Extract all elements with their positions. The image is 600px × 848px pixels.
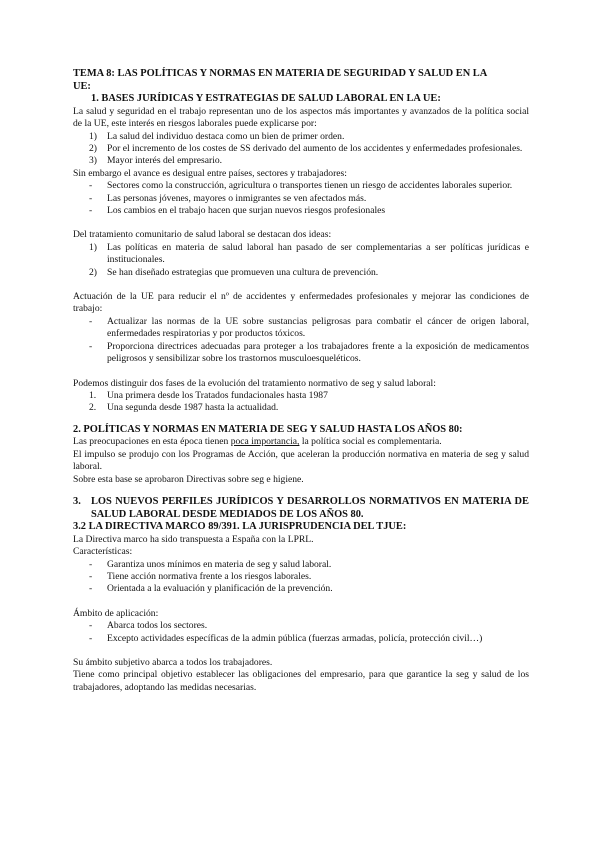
list-item xyxy=(73,267,529,279)
s2-p1-b: la política social es complementaria. xyxy=(299,436,442,448)
uneven-progress-text: Sin embargo el avance es desigual entre países, sectores y trabajadores: xyxy=(73,167,347,179)
list-item xyxy=(73,341,529,366)
title-line-1: TEMA 8: LAS POLÍTICAS Y NORMAS EN MATERIA DE SEGURIDAD Y SALUD EN LA xyxy=(73,68,488,79)
list-uneven xyxy=(73,180,529,217)
section-2-paragraph-2: El impulso se produjo con los Programas de Acción, que aceleran la producción normativa en materia de seg y salud laboral. xyxy=(73,448,529,473)
list-item xyxy=(73,571,529,583)
objective-text: Tiene como principal objetivo establecer las obligaciones del empresario, para que garantice la seg y salud de los trabajadores, adoptando las medidas necesarias. xyxy=(73,669,529,693)
list-marker: 2. xyxy=(89,402,97,414)
list-actions xyxy=(73,316,529,366)
list-item xyxy=(73,559,529,571)
list-marker: 1. xyxy=(89,389,97,401)
section-2-paragraph-1 xyxy=(73,436,529,448)
list-item xyxy=(73,633,529,645)
list-item-text: Se han diseñado estrategias que promueven una cultura de prevención. xyxy=(107,266,379,278)
list-marker: 3) xyxy=(89,155,97,167)
list-item xyxy=(73,131,529,143)
list-item xyxy=(73,143,529,155)
list-item xyxy=(73,390,529,402)
list-item-text: Garantiza unos mínimos en materia de seg y salud laboral. xyxy=(107,558,332,570)
list-item xyxy=(73,316,529,341)
list-marker: - xyxy=(89,315,93,327)
s2-p1-a: Las preocupaciones en esta época tienen xyxy=(73,436,231,448)
list-item xyxy=(73,155,529,167)
list-marker: - xyxy=(89,632,93,644)
list-marker: - xyxy=(89,340,93,352)
document-page xyxy=(73,68,529,694)
list-item xyxy=(73,402,529,414)
list-marker: 1) xyxy=(89,130,97,142)
section-1-heading: 1. BASES JURÍDICAS Y ESTRATEGIAS DE SALUD LABORAL EN LA UE: xyxy=(91,93,441,105)
section-1-intro: La salud y seguridad en el trabajo representan uno de los aspectos más importantes y avanzados de la política social de la UE, este interés en riesgos laborales puede explicarse por: xyxy=(73,105,529,130)
list-marker: 2) xyxy=(89,143,97,154)
list-item xyxy=(73,620,529,632)
section-3-title: LOS NUEVOS PERFILES JURÍDICOS Y DESARROLLOS NORMATIVOS EN MATERIA DE SALUD LABORAL DESDE MEDIADOS DE LOS AÑOS 80. xyxy=(91,495,529,520)
list-item-text: Mayor interés del empresario. xyxy=(107,155,223,167)
list-item-text: Una primera desde los Tratados fundacionales hasta 1987 xyxy=(107,389,328,401)
list-item-text: Orientada a la evaluación y planificación de la prevención. xyxy=(107,583,333,595)
list-item-text: La salud del individuo destaca como un bien de primer orden. xyxy=(107,130,345,142)
list-marker: - xyxy=(89,205,93,217)
list-item xyxy=(73,583,529,595)
list-phases xyxy=(73,390,529,415)
list-marker: 1) xyxy=(89,241,97,253)
section-3-number: 3. xyxy=(73,495,81,507)
list-item xyxy=(73,242,529,267)
list-marker: - xyxy=(89,180,93,192)
list-marker: - xyxy=(89,570,93,582)
s2-p1-underlined: poca importancia, xyxy=(230,436,300,448)
list-item-text: Proporciona directrices adecuadas para proteger a los trabajadores frente a la exposición de medicamentos peligrosos y sensibilizar sobre los trastornos musculoesqueléticos. xyxy=(107,340,529,365)
list-characteristics xyxy=(73,559,529,596)
directive-text: La Directiva marco ha sido transpuesta a España con la LPRL. xyxy=(73,533,314,545)
list-item-text: Actualizar las normas de la UE sobre sustancias peligrosas para combatir el cáncer de origen laboral, enfermedades respiratorias y por productos tóxicos. xyxy=(107,315,529,340)
list-item-text: Tiene acción normativa frente a los riesgos laborales. xyxy=(107,570,312,582)
scope-label: Ámbito de aplicación: xyxy=(73,607,159,619)
characteristics-label: Características: xyxy=(73,546,133,558)
list-item-text: Sectores como la construcción, agricultura o transportes tienen un riesgo de accidentes laborales superior. xyxy=(107,180,513,192)
document-title xyxy=(73,68,529,93)
list-marker: - xyxy=(89,583,93,595)
list-item xyxy=(73,180,529,192)
list-reasons xyxy=(73,131,529,168)
list-item-text: Abarca todos los sectores. xyxy=(107,620,208,632)
title-line-2: UE: xyxy=(73,80,91,92)
list-item-text: Las personas jóvenes, mayores o inmigrantes se ven afectados más. xyxy=(107,192,367,204)
action-text: Actuación de la UE para reducir el nº de accidentes y enfermedades profesionales y mejorar las condiciones de trabajo: xyxy=(73,291,529,315)
phases-text: Podemos distinguir dos fases de la evolución del tratamiento normativo de seg y salud laboral: xyxy=(73,377,436,389)
list-item-text: Las políticas en materia de salud laboral han pasado de ser complementarias a ser políticas jurídicas e institucionales. xyxy=(107,241,529,266)
list-marker: - xyxy=(89,620,93,632)
list-scope xyxy=(73,620,529,645)
ideas-text: Del tratamiento comunitario de salud laboral se destacan dos ideas: xyxy=(73,229,332,241)
section-3-2-heading: 3.2 LA DIRECTIVA MARCO 89/391. LA JURISPRUDENCIA DEL TJUE: xyxy=(73,521,407,533)
subjective-scope-text: Su ámbito subjetivo abarca a todos los trabajadores. xyxy=(73,656,273,668)
list-item-text: Por el incremento de los costes de SS derivado del aumento de los accidentes y enfermedades profesionales. xyxy=(107,143,523,154)
section-3-heading xyxy=(73,496,529,521)
list-item xyxy=(73,193,529,205)
list-ideas xyxy=(73,242,529,279)
list-item-text: Excepto actividades específicas de la admin pública (fuerzas armadas, policía, protección civil…) xyxy=(107,632,483,644)
list-item-text: Una segunda desde 1987 hasta la actualidad. xyxy=(107,402,279,414)
list-item xyxy=(73,205,529,217)
section-2-paragraph-3: Sobre esta base se aprobaron Directivas sobre seg e higiene. xyxy=(73,473,304,485)
list-item-text: Los cambios en el trabajo hacen que surjan nuevos riesgos profesionales xyxy=(107,205,386,217)
list-marker: - xyxy=(89,558,93,570)
list-marker: - xyxy=(89,192,93,204)
section-2-heading: 2. POLÍTICAS Y NORMAS EN MATERIA DE SEG Y SALUD HASTA LOS AÑOS 80: xyxy=(73,423,463,435)
list-marker: 2) xyxy=(89,266,97,278)
